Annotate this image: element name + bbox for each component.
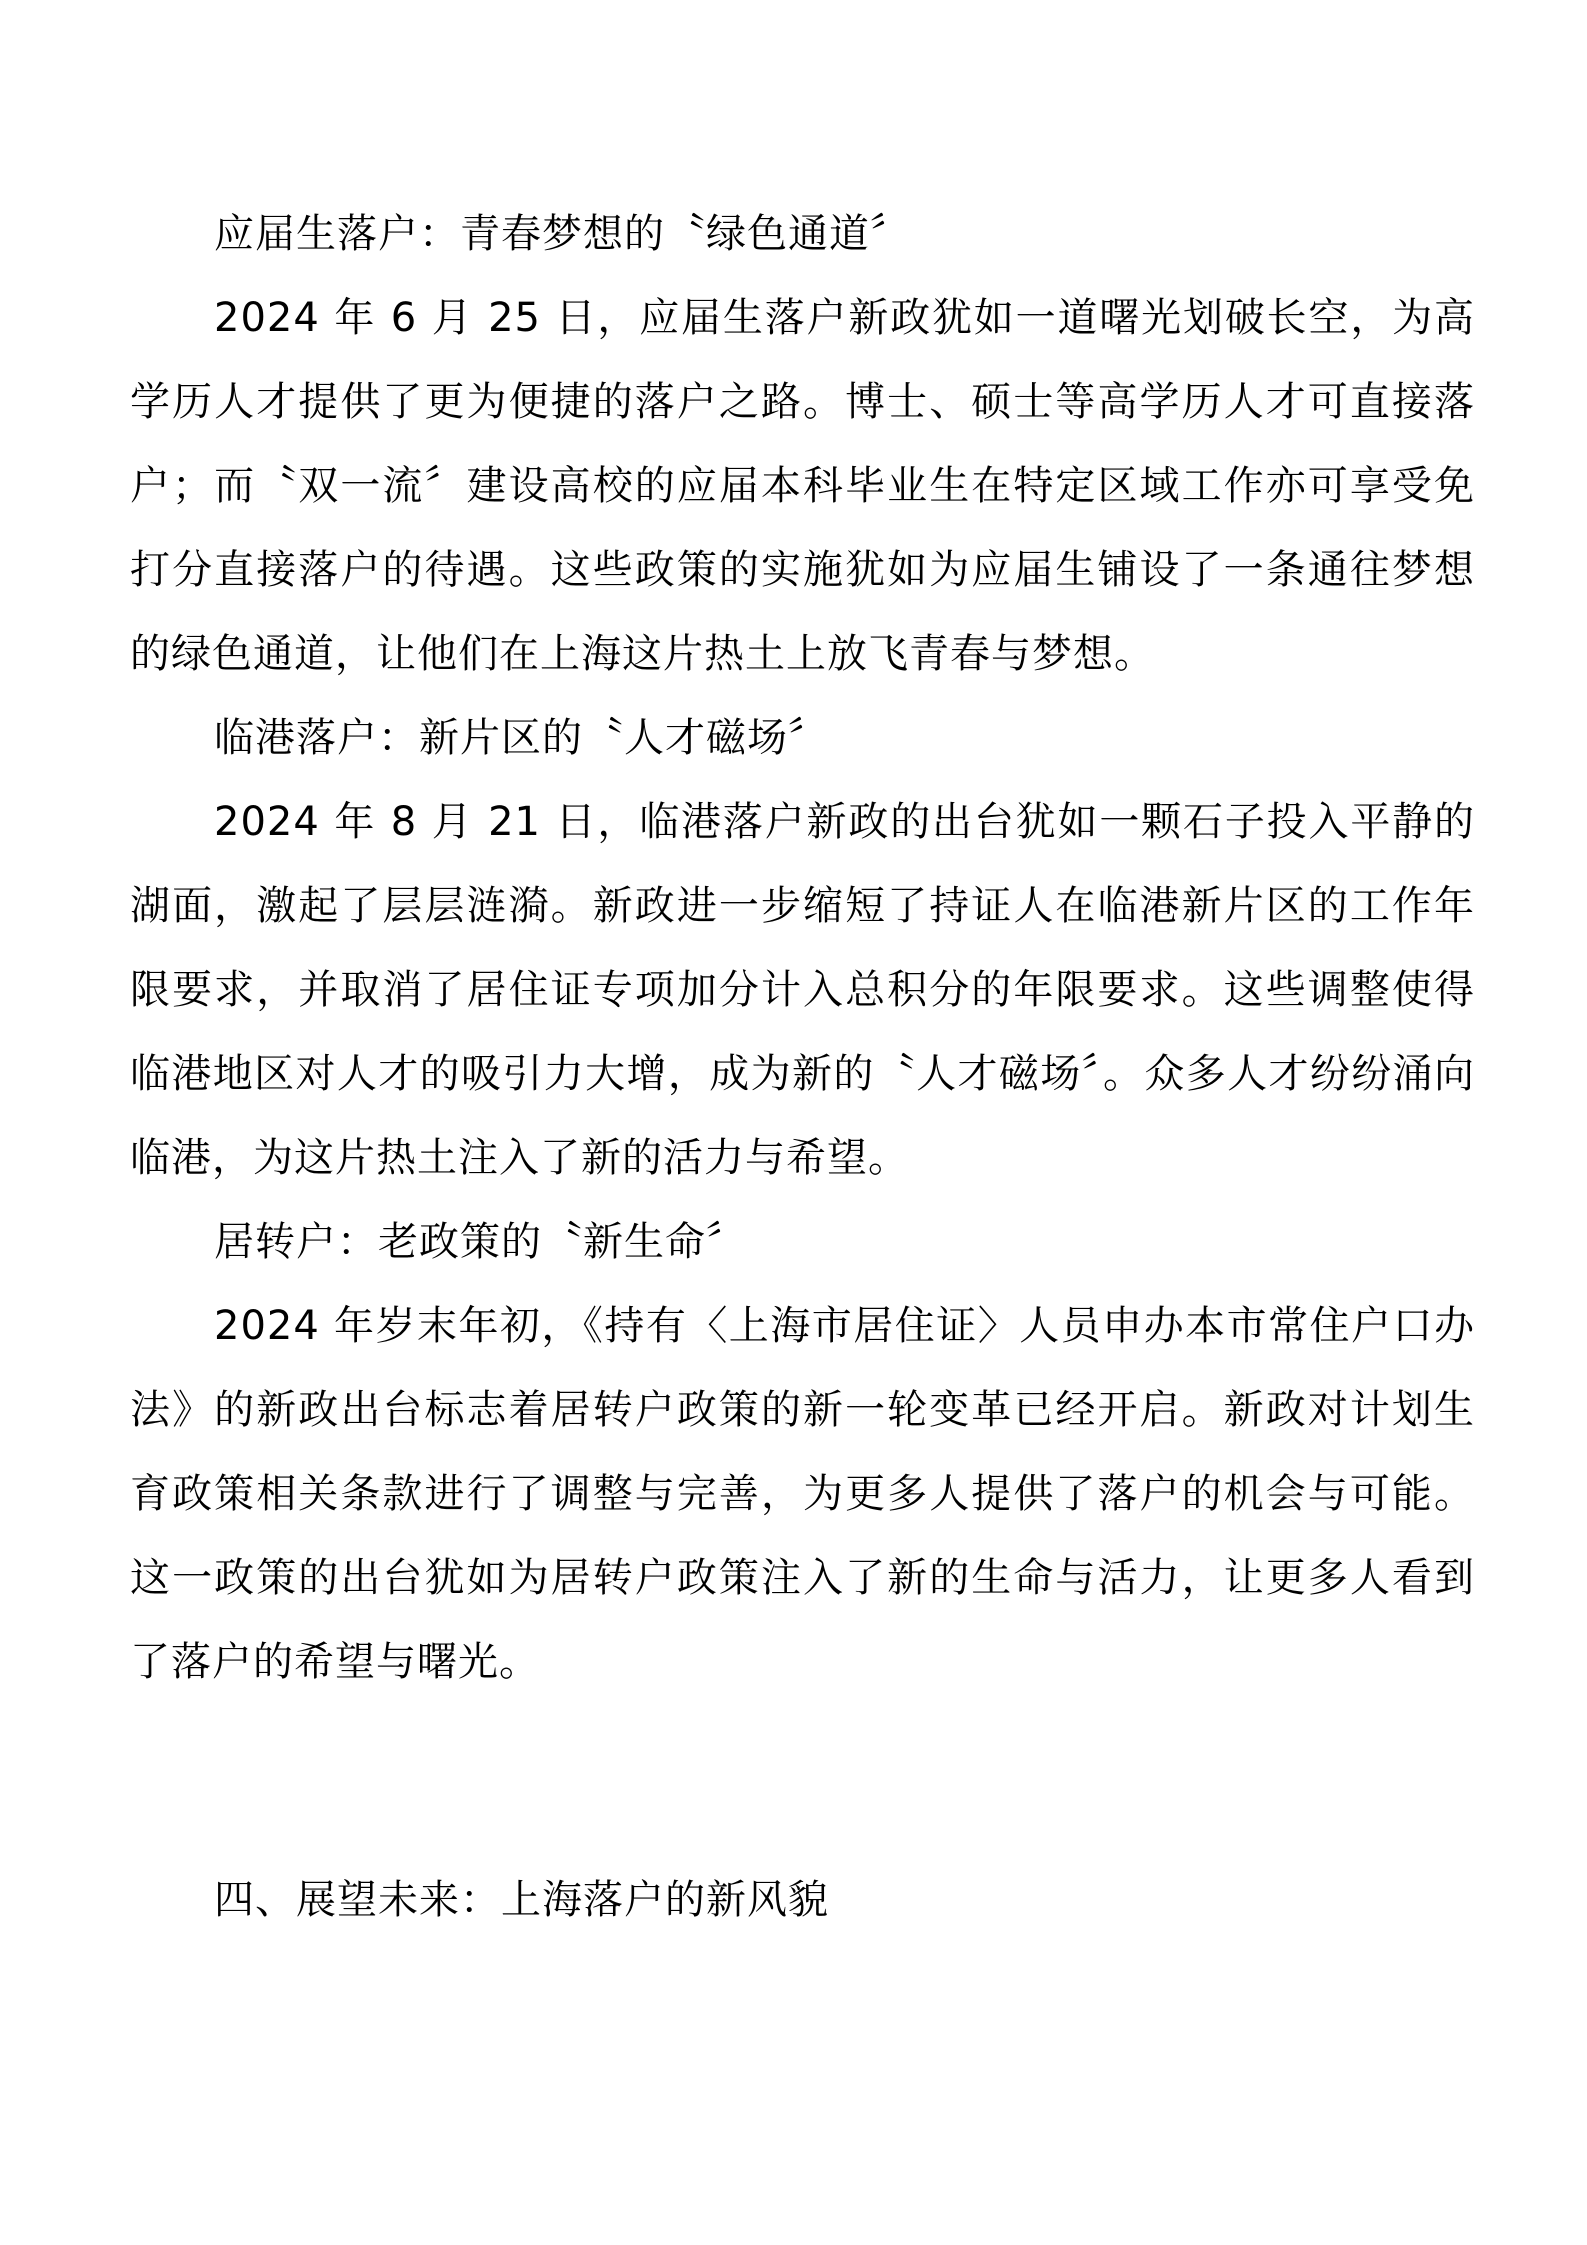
paragraph-lingang-settlement: 2024 年 8 月 21 日，临港落户新政的出台犹如一颗石子投入平静的湖面，激起了层层涟漪。新政进一步缩短了持证人在临港新片区的工作年限要求，并取消了居住证专项加分计入总积分的年限要求。这些调整使得临港地区对人才的吸引力大增，成为新的〝人才磁场〞。众多人才纷纷涌向临港，为这片热土注入了新的活力与希望。 bbox=[130, 799, 1475, 1181]
subheading-residence-to-hukou: 居转户：老政策的〝新生命〞 bbox=[214, 1219, 747, 1265]
document-body bbox=[130, 192, 1475, 1704]
section-heading-outlook: 四、展望未来：上海落户的新风貌 bbox=[214, 1877, 829, 1923]
paragraph-residence-to-hukou: 2024 年岁末年初，《持有〈上海市居住证〉人员申办本市常住户口办法》的新政出台标志着居转户政策的新一轮变革已经开启。新政对计划生育政策相关条款进行了调整与完善，为更多人提供了落户的机会与可能。这一政策的出台犹如为居转户政策注入了新的生命与活力，让更多人看到了落户的希望与曙光。 bbox=[130, 1303, 1475, 1685]
paragraph-graduate-settlement: 2024 年 6 月 25 日，应届生落户新政犹如一道曙光划破长空，为高学历人才提供了更为便捷的落户之路。博士、硕士等高学历人才可直接落户；而〝双一流〞建设高校的应届本科毕业生在特定区域工作亦可享受免打分直接落户的待遇。这些政策的实施犹如为应届生铺设了一条通往梦想的绿色通道，让他们在上海这片热土上放飞青春与梦想。 bbox=[130, 295, 1475, 677]
subheading-graduate-settlement: 应届生落户：青春梦想的〝绿色通道〞 bbox=[214, 211, 911, 257]
subheading-lingang-settlement: 临港落户：新片区的〝人才磁场〞 bbox=[214, 715, 829, 761]
